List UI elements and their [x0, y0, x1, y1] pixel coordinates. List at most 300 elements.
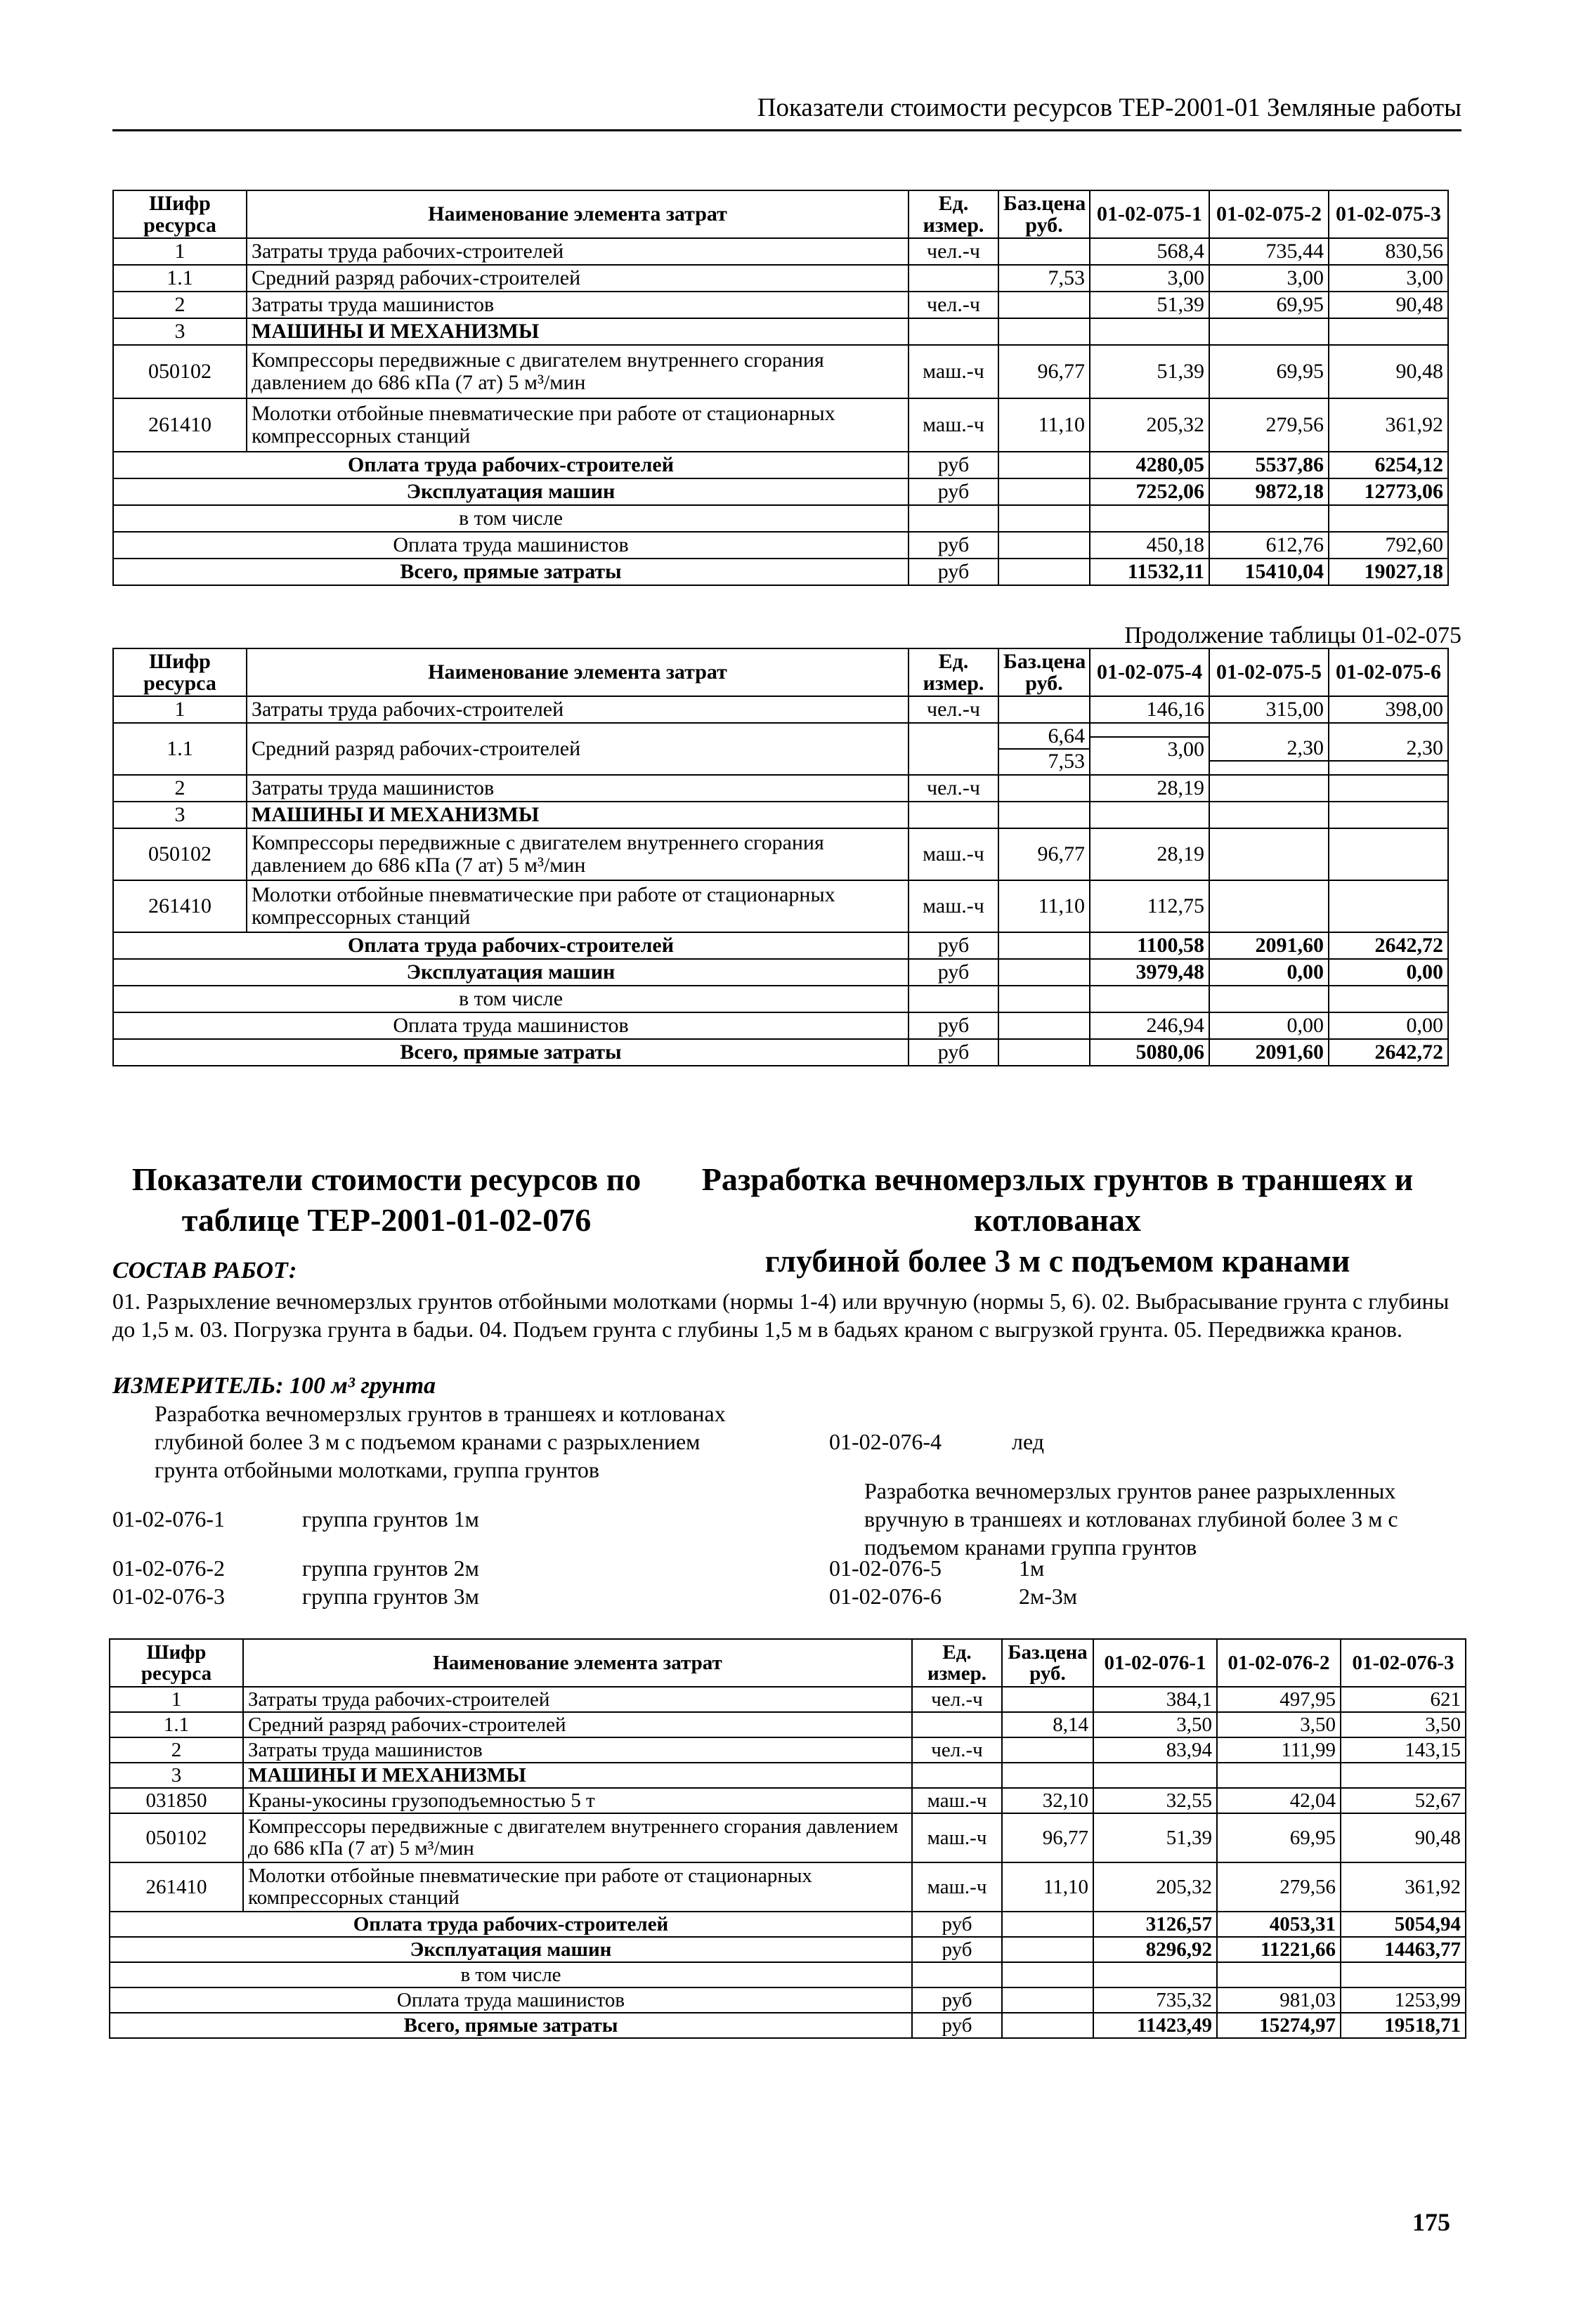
cost-table-076-1-3	[109, 1638, 1466, 2039]
value-cell	[1329, 802, 1448, 828]
header-norm-code: 01-02-075-2	[1209, 190, 1329, 238]
value-cell: 19027,18	[1329, 559, 1448, 585]
resource-code: 2	[110, 1737, 243, 1763]
value-cell: 450,18	[1090, 532, 1209, 559]
unit-cell: руб	[909, 1012, 998, 1039]
value-cell: 1100,58	[1090, 932, 1209, 959]
header-norm-code: 01-02-075-3	[1329, 190, 1448, 238]
unit-cell	[912, 1712, 1002, 1737]
table-header-row	[113, 648, 1448, 696]
value-cell	[1217, 1763, 1341, 1788]
unit-cell: руб	[912, 1912, 1002, 1937]
value-cell: 3,50	[1093, 1712, 1217, 1737]
cost-element-name: МАШИНЫ И МЕХАНИЗМЫ	[243, 1763, 912, 1788]
item-label: группа грунтов 1м	[302, 1506, 479, 1532]
cost-element-name: Затраты труда рабочих-строителей	[247, 696, 909, 723]
value-cell	[1090, 318, 1209, 345]
unit-cell	[909, 986, 998, 1012]
table-row	[113, 880, 1448, 932]
value-cell: 51,39	[1093, 1813, 1217, 1862]
value-cell: 14463,77	[1341, 1937, 1466, 1962]
value-cell: 2091,60	[1209, 1039, 1329, 1066]
cost-table-075-4-6	[112, 648, 1449, 1066]
section-title-left-line2: таблице ТЕР-2001-01-02-076	[181, 1202, 592, 1238]
value-cell: 90,48	[1341, 1813, 1466, 1862]
summary-label: Оплата труда рабочих-строителей	[110, 1912, 912, 1937]
unit-cell: руб	[909, 932, 998, 959]
base-price	[998, 696, 1090, 723]
value-cell: 497,95	[1217, 1687, 1341, 1712]
unit-cell: чел.-ч	[909, 696, 998, 723]
table-row	[113, 238, 1448, 265]
summary-row	[113, 1012, 1448, 1039]
cost-element-name: Молотки отбойные пневматические при работе от стационарных компрессорных станций	[243, 1862, 912, 1912]
cost-element-name: Компрессоры передвижные с двигателем внутреннего сгорания давлением до 686 кПа (7 ат) 5 м³/мин	[247, 828, 909, 880]
unit-cell: руб	[912, 1987, 1002, 2013]
summary-row	[110, 2013, 1466, 2038]
value-cell: 12773,06	[1329, 478, 1448, 505]
value-cell	[1209, 318, 1329, 345]
resource-code: 031850	[110, 1788, 243, 1813]
base-price	[998, 1012, 1090, 1039]
unit-cell: руб	[909, 532, 998, 559]
resource-code: 2	[113, 775, 247, 802]
value-cell: 6254,12	[1329, 452, 1448, 478]
summary-label: в том числе	[113, 505, 909, 532]
base-price	[998, 238, 1090, 265]
value-cell: 205,32	[1093, 1862, 1217, 1912]
value-cell: 0,00	[1329, 1012, 1448, 1039]
section-title-left-line1: Показатели стоимости ресурсов по	[131, 1161, 642, 1197]
base-price	[998, 1039, 1090, 1066]
value-cell	[1329, 828, 1448, 880]
header-code: Шифр ресурса	[110, 1639, 243, 1687]
group2-description-line: вручную в траншеях и котлованах глубиной более 3 м с	[864, 1506, 1398, 1532]
base-price	[998, 775, 1090, 802]
section-title-right-line1: Разработка вечномерзлых грунтов в траншеях и котлованах	[701, 1161, 1414, 1238]
resource-code: 1	[110, 1687, 243, 1712]
base-price: 96,77	[998, 345, 1090, 398]
cost-element-name: Затраты труда рабочих-строителей	[243, 1687, 912, 1712]
value-cell: 279,56	[1217, 1862, 1341, 1912]
resource-code: 3	[113, 318, 247, 345]
value-cell: 3979,48	[1090, 959, 1209, 986]
base-price	[1002, 1912, 1093, 1937]
value-cell: 3,50	[1217, 1712, 1341, 1737]
cost-element-name: Молотки отбойные пневматические при работе от стационарных компрессорных станций	[247, 880, 909, 932]
cost-element-name: МАШИНЫ И МЕХАНИЗМЫ	[247, 802, 909, 828]
value-cell: 112,75	[1090, 880, 1209, 932]
value-cell: 3,50	[1341, 1712, 1466, 1737]
value-cell: 51,39	[1090, 345, 1209, 398]
unit-cell: руб	[909, 452, 998, 478]
split-cell	[1329, 736, 1447, 762]
value-cell: 5080,06	[1090, 1039, 1209, 1066]
value-cell: 19518,71	[1341, 2013, 1466, 2038]
table-row	[110, 1788, 1466, 1813]
unit-cell: маш.-ч	[912, 1813, 1002, 1862]
value-cell: 143,15	[1341, 1737, 1466, 1763]
resource-code: 1.1	[113, 265, 247, 292]
value-cell: 384,1	[1093, 1687, 1217, 1712]
summary-label: Всего, прямые затраты	[113, 1039, 909, 1066]
base-price	[998, 959, 1090, 986]
base-price	[1002, 1987, 1093, 2013]
running-head: Показатели стоимости ресурсов ТЕР-2001-01 Земляные работы	[757, 93, 1461, 122]
base-price	[998, 505, 1090, 532]
value-cell	[1090, 802, 1209, 828]
work-composition-text: 01. Разрыхление вечномерзлых грунтов отбойными молотками (нормы 1-4) или вручную (нормы 5, 6). 02. Выбрасывание грунта с глубины до 1,5 м. 03. Погрузка грунта в бадьи. 04. Подъем грунта с глубины 1,5 м в бадьях краном с выгрузкой грунта. 05. Передвижка кранов.	[112, 1288, 1450, 1342]
section-title-left	[126, 1159, 646, 1241]
value-cell	[1329, 318, 1448, 345]
table-row	[113, 292, 1448, 318]
summary-label: Всего, прямые затраты	[113, 559, 909, 585]
item-code: 01-02-076-3	[112, 1584, 225, 1609]
base-price	[1002, 1763, 1093, 1788]
summary-row	[113, 959, 1448, 986]
base-price: 96,77	[1002, 1813, 1093, 1862]
value-cell	[1209, 828, 1329, 880]
resource-code: 1	[113, 696, 247, 723]
item-code: 01-02-076-1	[112, 1506, 225, 1532]
table-row	[113, 398, 1448, 452]
cost-element-name: Средний разряд рабочих-строителей	[243, 1712, 912, 1737]
table-row-split	[113, 723, 1448, 775]
value-cell: 0,00	[1209, 959, 1329, 986]
table-row	[110, 1813, 1466, 1862]
group2-description-line: Разработка вечномерзлых грунтов ранее разрыхленных	[864, 1478, 1396, 1503]
cost-table-body	[110, 1639, 1466, 2038]
header-price: Баз.цена руб.	[1002, 1639, 1093, 1687]
table-row	[113, 828, 1448, 880]
cost-table-body	[113, 190, 1448, 585]
unit-cell: руб	[909, 559, 998, 585]
value-cell: 361,92	[1341, 1862, 1466, 1912]
header-name: Наименование элемента затрат	[247, 648, 909, 696]
item-label: 1м	[1019, 1555, 1045, 1581]
value-cell	[1329, 880, 1448, 932]
item-code: 01-02-076-4	[829, 1429, 942, 1454]
resource-code: 1.1	[113, 723, 247, 775]
summary-row	[113, 505, 1448, 532]
value-cell	[1093, 1763, 1217, 1788]
unit-cell: чел.-ч	[909, 238, 998, 265]
split-bottom	[1210, 760, 1328, 762]
header-norm-code: 01-02-076-3	[1341, 1639, 1466, 1687]
value-cell: 111,99	[1217, 1737, 1341, 1763]
value-cell	[1341, 1763, 1466, 1788]
value-cell: 7252,06	[1090, 478, 1209, 505]
base-price	[1002, 1937, 1093, 1962]
header-norm-code: 01-02-075-4	[1090, 648, 1209, 696]
split-top: 6,64	[1048, 724, 1085, 748]
value-cell: 612,76	[1209, 532, 1329, 559]
unit-cell	[909, 265, 998, 292]
value-cell: 792,60	[1329, 532, 1448, 559]
value-cell: 3126,57	[1093, 1912, 1217, 1937]
value-cell	[1090, 986, 1209, 1012]
table-row	[110, 1687, 1466, 1712]
unit-cell: маш.-ч	[909, 880, 998, 932]
unit-cell: руб	[909, 478, 998, 505]
resource-code: 2	[113, 292, 247, 318]
value-cell	[1209, 723, 1329, 775]
value-cell: 3,00	[1090, 265, 1209, 292]
unit-cell: руб	[909, 959, 998, 986]
item-label: группа грунтов 2м	[302, 1555, 479, 1581]
value-cell	[1090, 505, 1209, 532]
unit-cell	[912, 1962, 1002, 1987]
value-cell: 361,92	[1329, 398, 1448, 452]
header-unit: Ед. измер.	[912, 1639, 1002, 1687]
value-cell: 90,48	[1329, 345, 1448, 398]
value-cell: 69,95	[1209, 345, 1329, 398]
table-row	[113, 775, 1448, 802]
table-row	[113, 696, 1448, 723]
unit-cell: руб	[912, 2013, 1002, 2038]
cost-element-name: МАШИНЫ И МЕХАНИЗМЫ	[247, 318, 909, 345]
header-norm-code: 01-02-076-1	[1093, 1639, 1217, 1687]
value-cell: 11221,66	[1217, 1937, 1341, 1962]
cost-element-name: Затраты труда машинистов	[247, 775, 909, 802]
group2-description	[864, 1477, 1461, 1561]
unit-cell: маш.-ч	[912, 1862, 1002, 1912]
split-cell	[1210, 736, 1328, 762]
table-row	[110, 1763, 1466, 1788]
unit-cell: чел.-ч	[912, 1687, 1002, 1712]
summary-row	[110, 1962, 1466, 1987]
value-cell: 735,32	[1093, 1987, 1217, 2013]
value-cell: 315,00	[1209, 696, 1329, 723]
header-rule	[112, 129, 1461, 131]
cost-element-name: Краны-укосины грузоподъемностью 5 т	[243, 1788, 912, 1813]
summary-label: Всего, прямые затраты	[110, 2013, 912, 2038]
section-title-right-line2: глубиной более 3 м с подъемом кранами	[764, 1243, 1350, 1279]
resource-code: 1.1	[110, 1712, 243, 1737]
value-cell: 69,95	[1217, 1813, 1341, 1862]
value-cell	[1329, 505, 1448, 532]
header-norm-code: 01-02-076-2	[1217, 1639, 1341, 1687]
value-cell: 4053,31	[1217, 1912, 1341, 1937]
value-cell	[1329, 986, 1448, 1012]
cost-element-name: Средний разряд рабочих-строителей	[247, 265, 909, 292]
value-cell	[1329, 775, 1448, 802]
header-unit: Ед. измер.	[909, 190, 998, 238]
value-cell: 51,39	[1090, 292, 1209, 318]
value-cell: 0,00	[1329, 959, 1448, 986]
value-cell: 568,4	[1090, 238, 1209, 265]
summary-label: Оплата труда машинистов	[110, 1987, 912, 2013]
base-price: 96,77	[998, 828, 1090, 880]
unit-cell: чел.-ч	[909, 775, 998, 802]
value-cell: 830,56	[1329, 238, 1448, 265]
resource-code: 261410	[113, 880, 247, 932]
summary-label: Эксплуатация машин	[113, 959, 909, 986]
base-price	[998, 802, 1090, 828]
base-price	[998, 932, 1090, 959]
value-cell	[1209, 986, 1329, 1012]
value-cell: 2642,72	[1329, 1039, 1448, 1066]
value-cell: 279,56	[1209, 398, 1329, 452]
header-code: Шифр ресурса	[113, 648, 247, 696]
resource-code: 050102	[113, 828, 247, 880]
value-cell: 9872,18	[1209, 478, 1329, 505]
value-cell: 735,44	[1209, 238, 1329, 265]
base-price	[998, 986, 1090, 1012]
summary-row	[113, 1039, 1448, 1066]
header-unit: Ед. измер.	[909, 648, 998, 696]
value-cell	[1209, 775, 1329, 802]
section-title-right	[653, 1159, 1461, 1281]
value-cell: 205,32	[1090, 398, 1209, 452]
split-cell	[1090, 736, 1209, 762]
value-cell	[1209, 505, 1329, 532]
cost-element-name: Затраты труда машинистов	[247, 292, 909, 318]
unit-cell	[909, 723, 998, 775]
value-cell	[1093, 1962, 1217, 1987]
resource-code: 1	[113, 238, 247, 265]
unit-cell	[909, 318, 998, 345]
header-norm-code: 01-02-075-1	[1090, 190, 1209, 238]
value-cell: 246,94	[1090, 1012, 1209, 1039]
group2-description-line: подъемом кранами группа грунтов	[864, 1534, 1197, 1560]
resource-code: 3	[110, 1763, 243, 1788]
value-cell: 11423,49	[1093, 2013, 1217, 2038]
header-price: Баз.цена руб.	[998, 190, 1090, 238]
cost-element-name: Затраты труда машинистов	[243, 1737, 912, 1763]
summary-row	[113, 559, 1448, 585]
base-price	[998, 452, 1090, 478]
header-price: Баз.цена руб.	[998, 648, 1090, 696]
table-row	[113, 802, 1448, 828]
summary-label: Эксплуатация машин	[110, 1937, 912, 1962]
base-price: 8,14	[1002, 1712, 1093, 1737]
value-cell: 83,94	[1093, 1737, 1217, 1763]
page-number: 175	[1412, 2208, 1450, 2236]
summary-row	[113, 452, 1448, 478]
cost-element-name: Молотки отбойные пневматические при работе от стационарных компрессорных станций	[247, 398, 909, 452]
base-price	[998, 532, 1090, 559]
value-cell: 69,95	[1209, 292, 1329, 318]
resource-code: 261410	[110, 1862, 243, 1912]
item-label: лед	[1012, 1429, 1045, 1454]
base-price: 11,10	[998, 398, 1090, 452]
split-bottom	[1329, 760, 1447, 762]
base-price	[998, 723, 1090, 775]
item-code: 01-02-076-5	[829, 1555, 942, 1581]
split-top: 2,30	[1406, 736, 1443, 759]
item-code: 01-02-076-6	[829, 1584, 942, 1609]
item-label: 2м-3м	[1019, 1584, 1078, 1609]
value-cell: 1253,99	[1341, 1987, 1466, 2013]
base-price: 7,53	[998, 265, 1090, 292]
unit-cell	[909, 505, 998, 532]
cost-element-name: Затраты труда рабочих-строителей	[247, 238, 909, 265]
unit-cell: чел.-ч	[912, 1737, 1002, 1763]
value-cell: 42,04	[1217, 1788, 1341, 1813]
value-cell: 5537,86	[1209, 452, 1329, 478]
split-cell	[999, 724, 1089, 773]
table-row	[110, 1737, 1466, 1763]
value-cell	[1209, 802, 1329, 828]
unit-cell: руб	[912, 1937, 1002, 1962]
summary-row	[110, 1912, 1466, 1937]
base-price	[1002, 2013, 1093, 2038]
summary-label: Оплата труда рабочих-строителей	[113, 452, 909, 478]
value-cell: 28,19	[1090, 828, 1209, 880]
value-cell: 398,00	[1329, 696, 1448, 723]
value-cell: 2091,60	[1209, 932, 1329, 959]
value-cell: 146,16	[1090, 696, 1209, 723]
value-cell: 3,00	[1209, 265, 1329, 292]
table-header-row	[110, 1639, 1466, 1687]
resource-code: 3	[113, 802, 247, 828]
value-cell: 8296,92	[1093, 1937, 1217, 1962]
group1-description-line: грунта отбойными молотками, группа грунтов	[155, 1457, 600, 1482]
base-price	[998, 292, 1090, 318]
value-cell	[1329, 723, 1448, 775]
base-price: 32,10	[1002, 1788, 1093, 1813]
value-cell: 15274,97	[1217, 2013, 1341, 2038]
cost-element-name: Средний разряд рабочих-строителей	[247, 723, 909, 775]
summary-label: Оплата труда машинистов	[113, 1012, 909, 1039]
summary-row	[113, 932, 1448, 959]
split-bottom: 7,53	[999, 748, 1089, 773]
work-composition-label: СОСТАВ РАБОТ:	[112, 1258, 297, 1284]
header-name: Наименование элемента затрат	[243, 1639, 912, 1687]
value-cell: 5054,94	[1341, 1912, 1466, 1937]
header-name: Наименование элемента затрат	[247, 190, 909, 238]
summary-row	[110, 1987, 1466, 2013]
continuation-label: Продолжение таблицы 01-02-075	[1124, 622, 1461, 648]
value-cell: 11532,11	[1090, 559, 1209, 585]
unit-cell: руб	[909, 1039, 998, 1066]
header-norm-code: 01-02-075-5	[1209, 648, 1329, 696]
unit-cell: чел.-ч	[909, 292, 998, 318]
table-row	[113, 345, 1448, 398]
item-code: 01-02-076-2	[112, 1555, 225, 1581]
value-cell	[1090, 723, 1209, 775]
header-code: Шифр ресурса	[113, 190, 247, 238]
resource-code: 261410	[113, 398, 247, 452]
base-price: 11,10	[1002, 1862, 1093, 1912]
summary-label: Эксплуатация машин	[113, 478, 909, 505]
value-cell	[1341, 1962, 1466, 1987]
unit-cell: маш.-ч	[909, 398, 998, 452]
summary-label: Оплата труда машинистов	[113, 532, 909, 559]
resource-code: 050102	[113, 345, 247, 398]
base-price	[998, 478, 1090, 505]
unit-cell: маш.-ч	[909, 345, 998, 398]
summary-row	[110, 1937, 1466, 1962]
table-row	[113, 318, 1448, 345]
table-row	[110, 1712, 1466, 1737]
header-norm-code: 01-02-075-6	[1329, 648, 1448, 696]
summary-label: Оплата труда рабочих-строителей	[113, 932, 909, 959]
unit-cell	[912, 1763, 1002, 1788]
base-price: 11,10	[998, 880, 1090, 932]
summary-label: в том числе	[113, 986, 909, 1012]
summary-label: в том числе	[110, 1962, 912, 1987]
cost-element-name: Компрессоры передвижные с двигателем внутреннего сгорания давлением до 686 кПа (7 ат) 5 м³/мин	[247, 345, 909, 398]
value-cell: 981,03	[1217, 1987, 1341, 2013]
value-cell: 4280,05	[1090, 452, 1209, 478]
base-price	[998, 559, 1090, 585]
group1-description	[155, 1399, 773, 1484]
value-cell: 2642,72	[1329, 932, 1448, 959]
base-price	[1002, 1737, 1093, 1763]
value-cell: 3,00	[1329, 265, 1448, 292]
